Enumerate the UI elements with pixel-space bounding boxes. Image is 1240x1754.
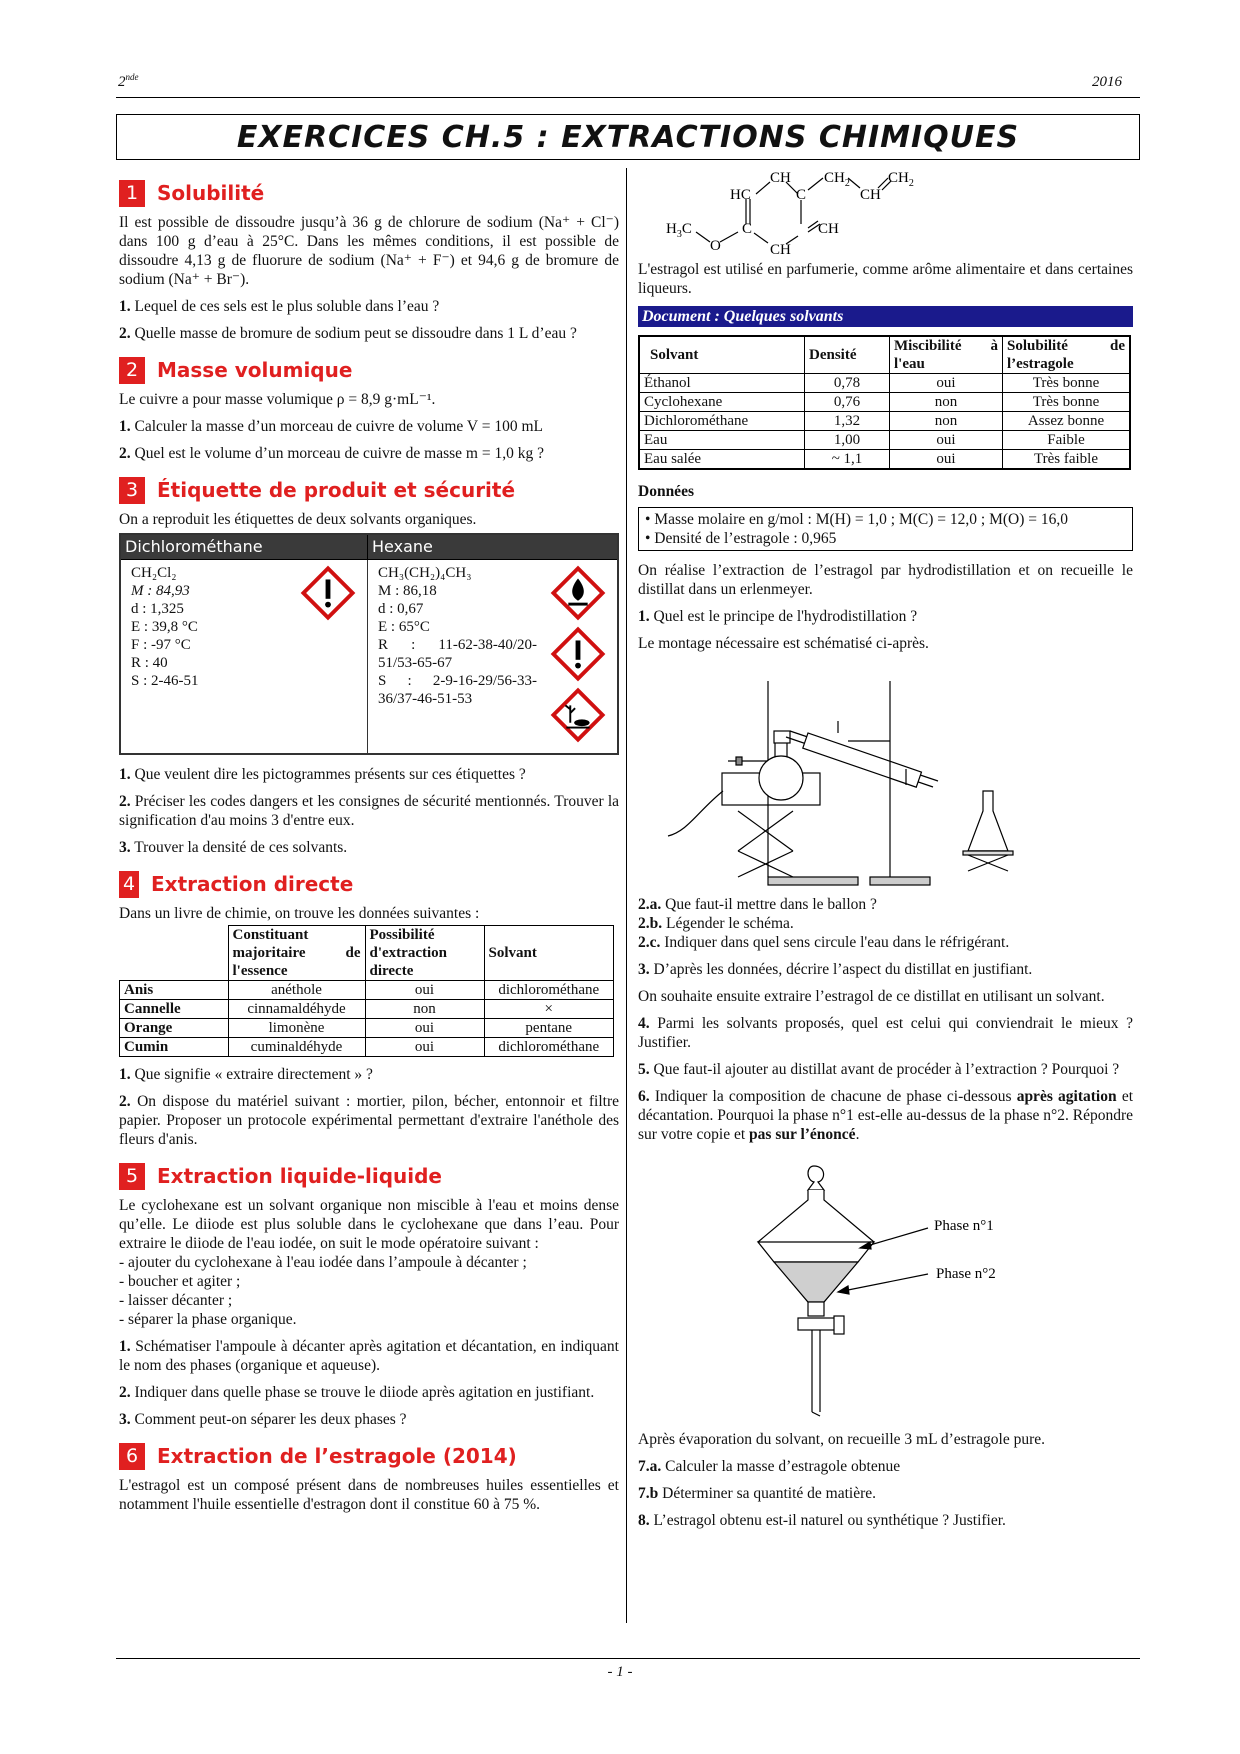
- section-number: 1: [119, 180, 145, 207]
- table-row: Anis anéthole oui dichlorométhane: [120, 981, 614, 1000]
- label-1-body: [120, 560, 368, 755]
- label-2-name: Hexane: [368, 534, 619, 560]
- s2-text: Le cuivre a pour masse volumique ρ = 8,9 g·mL⁻¹.: [119, 391, 436, 408]
- s5-step: - séparer la phase organique.: [119, 1311, 297, 1328]
- document-title: Document : Quelques solvants: [638, 306, 1133, 327]
- s2-q1: 1. Calculer la masse d’un morceau de cuivre de volume V = 100 mL: [119, 418, 543, 435]
- section-title: Solubilité: [157, 181, 265, 205]
- header-year: 2016: [1092, 74, 1122, 90]
- s6-text: L'estragol est un composé présent dans de nombreuses huiles essentielles et notamment l'huile essentielle d'estragon dont il constitue 60 à 75 %.: [119, 1477, 619, 1513]
- s3-q3: 3. Trouver la densité de ces solvants.: [119, 839, 348, 856]
- s3-q2: 2. Préciser les codes dangers et les consignes de sécurité mentionnés. Trouver la signification d'au moins 3 d'entre eux.: [119, 793, 619, 829]
- label-2-line: M : 86,18: [378, 583, 437, 599]
- s6-q2b: 2.b. Légender le schéma.: [638, 915, 794, 932]
- left-column: [119, 172, 619, 1522]
- essence-header: Possibilité d'extraction directe: [365, 926, 484, 981]
- label-2-line: S : 2-9-16-29/56-33-36/37-46-51-53: [378, 673, 537, 707]
- footer-rule: [116, 1658, 1140, 1659]
- mol-h3c: $H_3C$: [666, 221, 692, 240]
- section-number: 3: [119, 477, 145, 504]
- donnees-box: • Masse molaire en g/mol : M(H) = 1,0 ; M(C) = 12,0 ; M(O) = 16,0 • Densité de l’estragole : 0,965: [638, 507, 1133, 551]
- s6-q5: 5. Que faut-il ajouter au distillat avant de procéder à l’extraction ? Pourquoi ?: [638, 1061, 1120, 1078]
- s5-step: - boucher et agiter ;: [119, 1273, 241, 1290]
- s4-q1: 1. Que signifie « extraire directement » ?: [119, 1066, 373, 1083]
- header-level: 2nde: [118, 72, 139, 90]
- right-column: [638, 166, 1133, 1538]
- separatory-funnel-diagram: [638, 1152, 1133, 1422]
- mol-c1: C: [796, 187, 807, 203]
- label-2-line: E : 65°C: [378, 619, 430, 635]
- table-row: Eau salée ~ 1,1 oui Très faible: [639, 450, 1130, 470]
- essence-table: [119, 925, 614, 1057]
- section-6-heading: [119, 1443, 619, 1470]
- mol-c2: C: [742, 221, 753, 237]
- s6-q7a: 7.a. Calculer la masse d’estragole obtenue: [638, 1458, 901, 1475]
- label-1-line: M : 84,93: [131, 583, 190, 599]
- exclamation-hazard-icon: [549, 625, 607, 683]
- label-2-body: [368, 560, 619, 755]
- s1-q2: 2. Quelle masse de bromure de sodium peut se dissoudre dans 1 L d’eau ?: [119, 325, 577, 342]
- section-5-heading: [119, 1163, 619, 1190]
- mol-hc: HC: [730, 187, 751, 203]
- label-2-line: CH₃(CH₂)₄CH₃: [378, 565, 472, 581]
- s6-q7b: 7.b Déterminer sa quantité de matière.: [638, 1485, 877, 1502]
- s4-q2: 2. On dispose du matériel suivant : mortier, pilon, bécher, entonnoir et filtre papier. Proposer un protocole expérimental permettant d'extraire l'anéthole des fleurs d'anis.: [119, 1093, 619, 1148]
- section-title: Extraction directe: [151, 872, 354, 896]
- s4-text: Dans un livre de chimie, on trouve les données suivantes :: [119, 905, 480, 922]
- phase-1-label: Phase n°1: [934, 1218, 994, 1234]
- label-2-pictos: [537, 564, 607, 747]
- phase-2-label: Phase n°2: [936, 1266, 996, 1282]
- estragole-molecule: [638, 166, 1133, 258]
- s5-step: - ajouter du cyclohexane à l'eau iodée dans l’ampoule à décanter ;: [119, 1254, 527, 1271]
- column-divider: [626, 168, 627, 1623]
- page-number: - 1 -: [607, 1664, 633, 1680]
- section-3-heading: [119, 477, 619, 504]
- s6-q3: 3. D’après les données, décrire l’aspect du distillat en justifiant.: [638, 961, 1033, 978]
- label-1-line: S : 2-46-51: [131, 673, 199, 689]
- s5-text: Le cyclohexane est un solvant organique non miscible à l'eau et moins dense qu’elle. Le diiode est plus soluble dans le cyclohexane que dans l’eau. Pour extraire le diiode de l'eau iodée, on suit le mode opératoire suivant :: [119, 1197, 619, 1252]
- label-1-pictos: [287, 564, 357, 625]
- s6-text6: Après évaporation du solvant, on recueille 3 mL d’estragole pure.: [638, 1431, 1046, 1448]
- label-1-name: Dichlorométhane: [120, 534, 368, 560]
- s3-q1: 1. Que veulent dire les pictogrammes présents sur ces étiquettes ?: [119, 766, 526, 783]
- header-rule: [116, 97, 1140, 98]
- s5-q3: 3. Comment peut-on séparer les deux phases ?: [119, 1411, 407, 1428]
- label-1-line: F : -97 °C: [131, 637, 191, 653]
- mol-ch-bot: CH: [770, 242, 791, 258]
- s5-step: - laisser décanter ;: [119, 1292, 233, 1309]
- table-row: Cyclohexane 0,76 non Très bonne: [639, 393, 1130, 412]
- s5-q1: 1. Schématiser l'ampoule à décanter après agitation et décantation, en indiquant le nom des phases (organique et aqueuse).: [119, 1338, 619, 1374]
- s6-text4: Le montage nécessaire est schématisé ci-après.: [638, 635, 929, 652]
- solvents-table: Solvant Densité Miscibilité à l'eau Solubilité de l’estragole Éthanol 0,78 oui Très bonne Cyclohexane 0,76 non Très bonne Dichlorométhane 1,32 non Assez bonne Eau 1,00 oui Faible Eau salée ~ 1,1 oui Très faible: [638, 335, 1131, 470]
- donnees-title: Données: [638, 483, 694, 500]
- s6-q4: 4. Parmi les solvants proposés, quel est celui qui conviendrait le mieux ? Justifier.: [638, 1015, 1133, 1051]
- mol-ch-r2: CH: [818, 221, 839, 237]
- section-title: Étiquette de produit et sécurité: [157, 478, 516, 502]
- exclamation-hazard-icon: [299, 564, 357, 622]
- label-1-line: R : 40: [131, 655, 168, 671]
- section-2-heading: [119, 357, 619, 384]
- s6-text5: On souhaite ensuite extraire l’estragol de ce distillat en utilisant un solvant.: [638, 988, 1105, 1005]
- flame-hazard-icon: [549, 564, 607, 622]
- label-1-line: d : 1,325: [131, 601, 184, 617]
- mol-ch-r: CH: [860, 187, 881, 203]
- essence-header: Constituant majoritaire de l'essence: [228, 926, 365, 981]
- s3-text: On a reproduit les étiquettes de deux solvants organiques.: [119, 511, 477, 528]
- label-2-line: R : 11-62-38-40/20-51/53-65-67: [378, 637, 537, 671]
- section-4-heading: [119, 871, 619, 898]
- table-row: Éthanol 0,78 oui Très bonne: [639, 374, 1130, 393]
- page-title-box: [116, 114, 1140, 160]
- s1-q1: 1. Lequel de ces sels est le plus soluble dans l’eau ?: [119, 298, 440, 315]
- mol-o: O: [710, 238, 721, 254]
- s2-q2: 2. Quel est le volume d’un morceau de cuivre de masse m = 1,0 kg ?: [119, 445, 544, 462]
- section-number: 2: [119, 357, 145, 384]
- section-number: 4: [119, 871, 139, 898]
- table-row: Cannelle cinnamaldéhyde non ×: [120, 1000, 614, 1019]
- s6-q8: 8. L’estragol obtenu est-il naturel ou synthétique ? Justifier.: [638, 1512, 1006, 1529]
- product-labels-table: [119, 533, 619, 755]
- mol-ch-top: CH: [770, 170, 791, 186]
- table-row: Orange limonène oui pentane: [120, 1019, 614, 1038]
- mol-ch2-b: $CH_2$: [888, 170, 914, 189]
- label-2-line: d : 0,67: [378, 601, 424, 617]
- table-row: Dichlorométhane 1,32 non Assez bonne: [639, 412, 1130, 431]
- s6-text3: On réalise l’extraction de l’estragol par hydrodistillation et on recueille le distillat dans un erlenmeyer.: [638, 562, 1133, 598]
- section-title: Extraction de l’estragole (2014): [157, 1444, 517, 1468]
- s6-q6: 6. Indiquer la composition de chacune de phase ci-dessous après agitation et décantation. Pourquoi la phase n°1 est-elle au-dessus de la phase n°2. Répondre sur votre copie et pas sur l’énoncé.: [638, 1088, 1133, 1143]
- s6-q1: 1. Quel est le principe de l'hydrodistillation ?: [638, 608, 918, 625]
- s1-text: Il est possible de dissoudre jusqu’à 36 g de chlorure de sodium (Na⁺ + Cl⁻) dans 100 g d’eau à 25°C. Dans les mêmes conditions, il est possible de dissoudre 4,13 g de fluorure de sodium (Na⁺ + F⁻) et 94,6 g de bromure de sodium (Na⁺ + Br⁻).: [119, 214, 619, 288]
- s6-text2: L'estragol est utilisé en parfumerie, comme arôme alimentaire et dans certaines liqueurs.: [638, 261, 1133, 297]
- page-title: EXERCICES CH.5 : EXTRACTIONS CHIMIQUES: [236, 119, 1020, 155]
- label-1-line: E : 39,8 °C: [131, 619, 198, 635]
- section-number: 6: [119, 1443, 145, 1470]
- s6-q2c: 2.c. Indiquer dans quel sens circule l'eau dans le réfrigérant.: [638, 934, 1010, 951]
- essence-header: Solvant: [484, 926, 614, 981]
- environment-hazard-icon: [549, 686, 607, 744]
- s5-q2: 2. Indiquer dans quelle phase se trouve le diiode après agitation en justifiant.: [119, 1384, 595, 1401]
- section-title: Masse volumique: [157, 358, 353, 382]
- mol-ch2-a: $CH_2$: [824, 170, 850, 189]
- label-1-line: CH₂Cl₂: [131, 565, 177, 581]
- section-1-heading: [119, 180, 619, 207]
- section-number: 5: [119, 1163, 145, 1190]
- table-row: Eau 1,00 oui Faible: [639, 431, 1130, 450]
- section-title: Extraction liquide-liquide: [157, 1164, 442, 1188]
- s6-q2a: 2.a. Que faut-il mettre dans le ballon ?: [638, 896, 877, 913]
- hydrodistillation-diagram: [638, 661, 1133, 891]
- table-row: Cumin cuminaldéhyde oui dichlorométhane: [120, 1038, 614, 1057]
